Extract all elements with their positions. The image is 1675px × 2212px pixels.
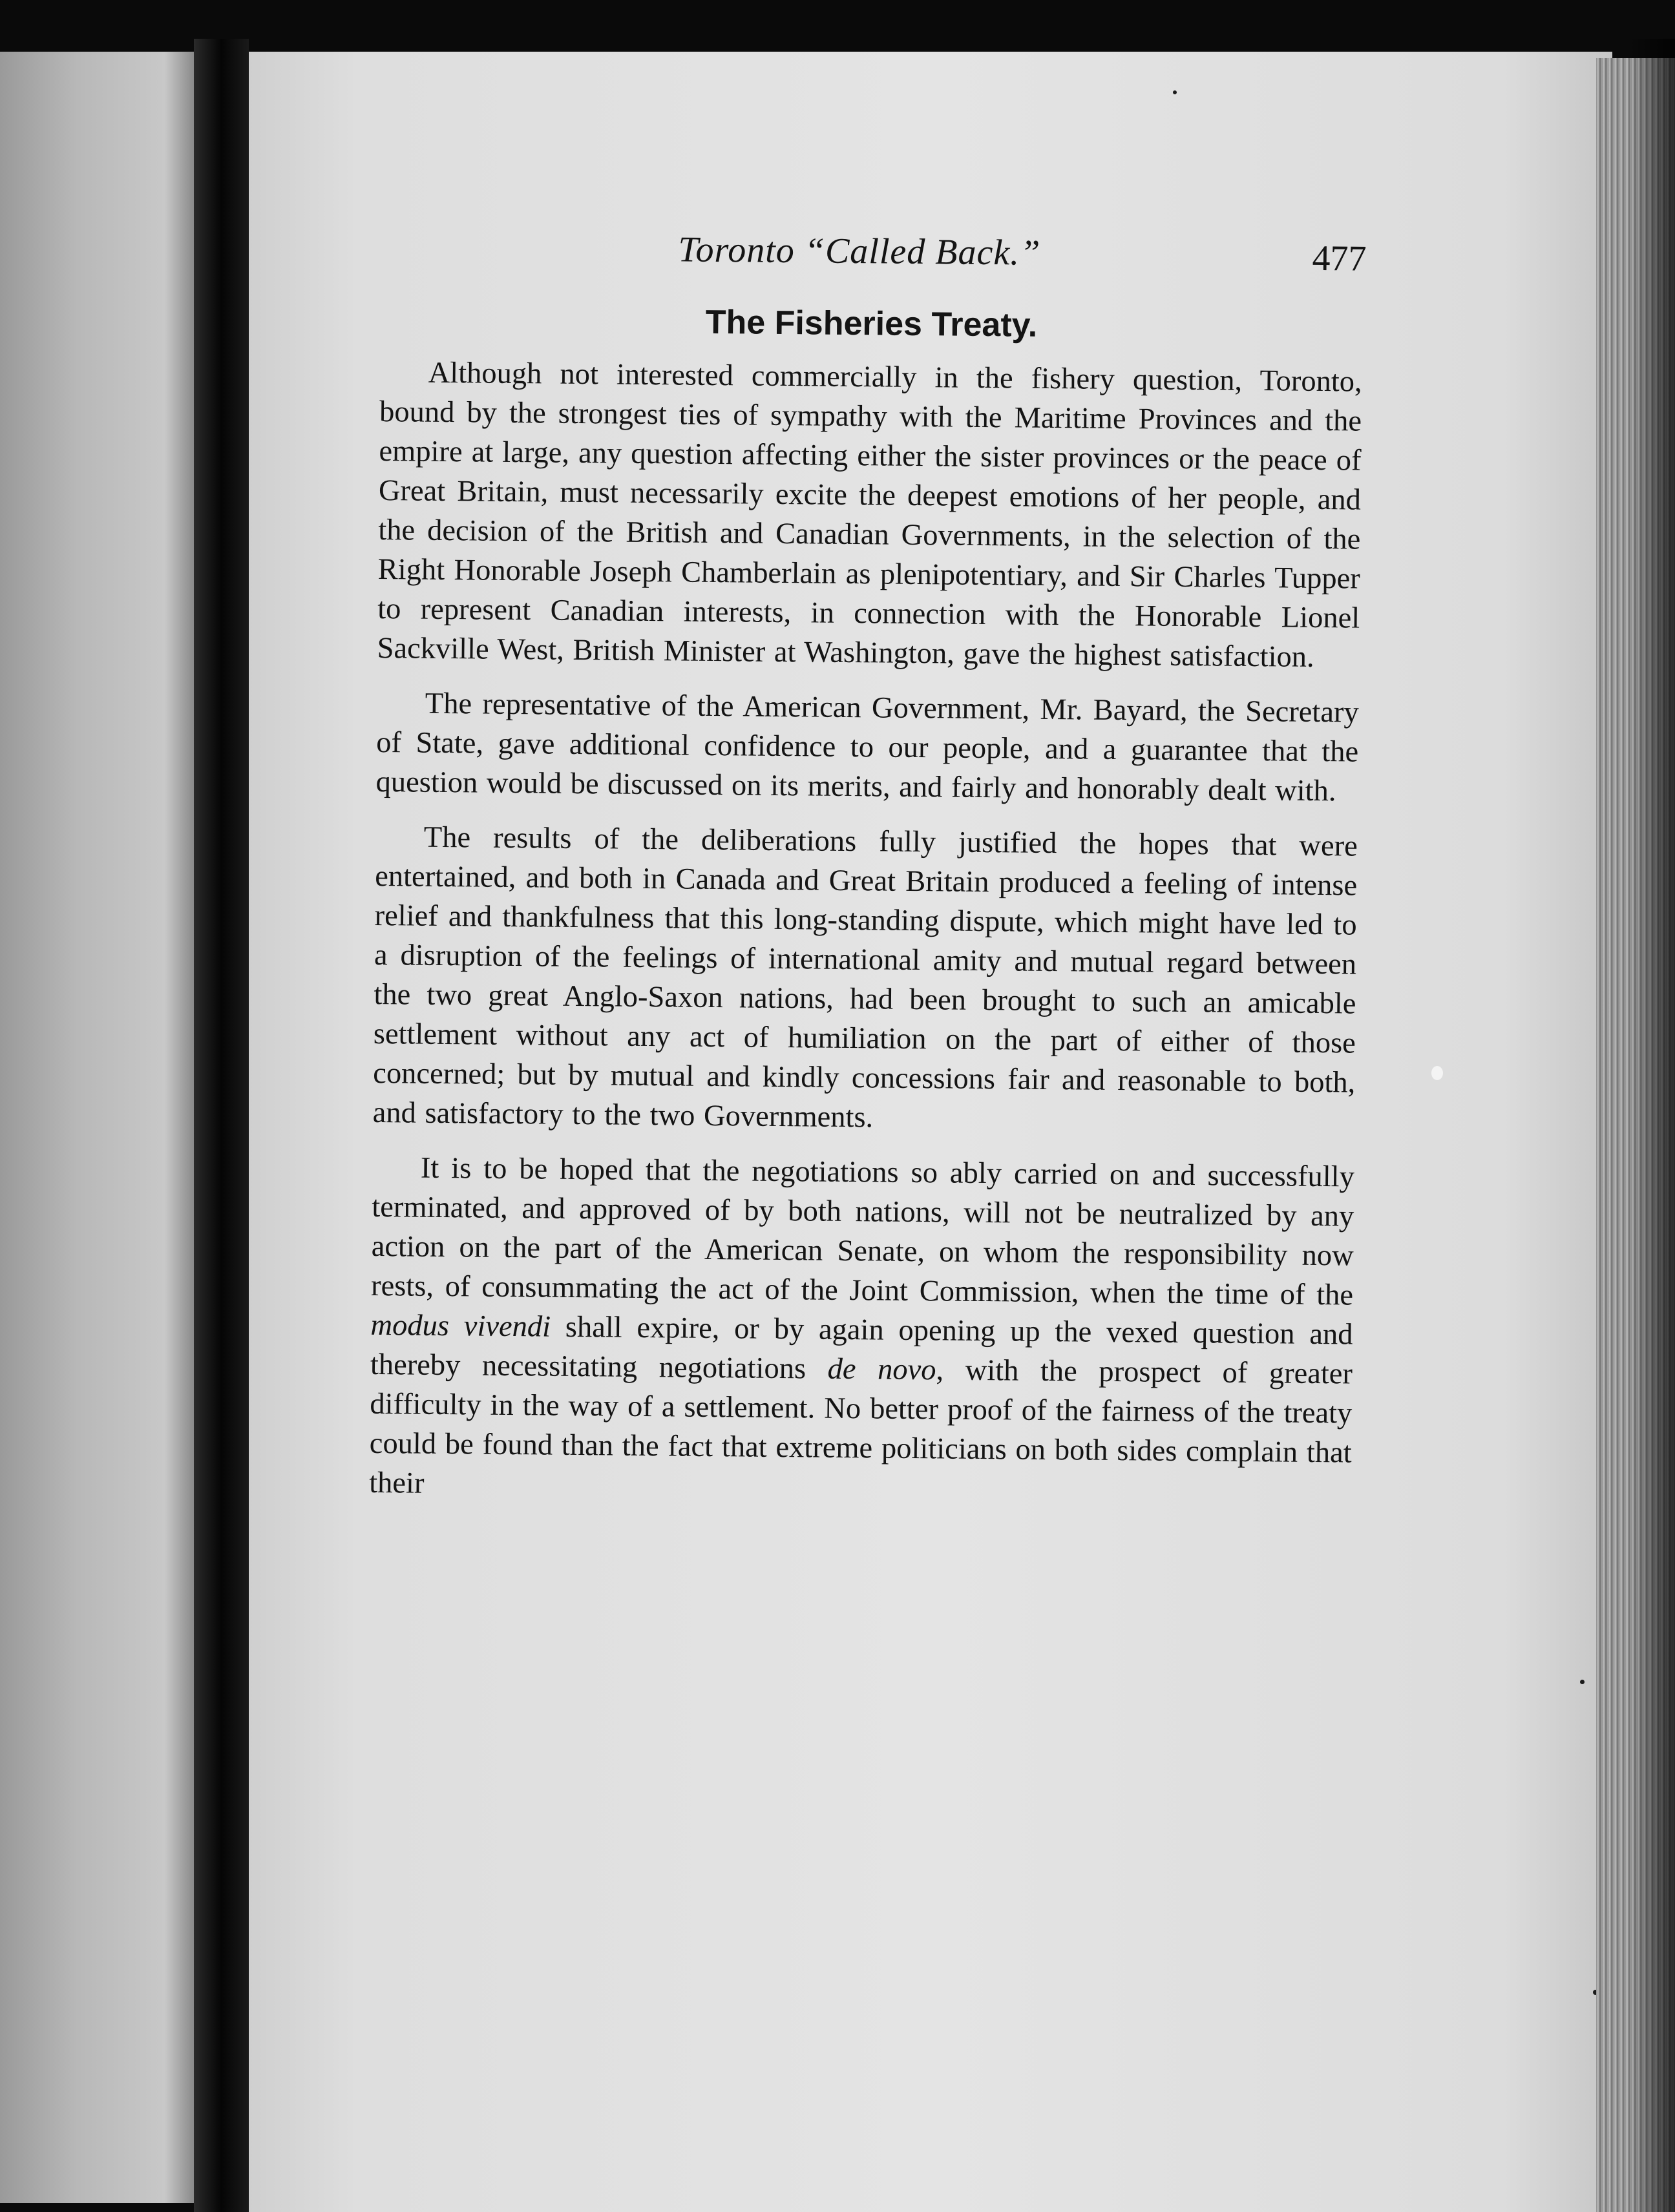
paper-speck bbox=[1431, 1066, 1443, 1080]
running-title-quote: “Called Back.” bbox=[804, 231, 1041, 273]
paragraph-4-italic-denovo: de novo bbox=[827, 1352, 936, 1387]
paragraph-4-text-b: shall expire, or by again opening up the vexed question and thereby necessitating negotiations bbox=[370, 1310, 1353, 1386]
paragraph-4-text-a: It is to be hoped that the negotiations so ably carried on and successfully terminated, and approved of by both nations, will not be neutralized by any action on the part of the American Senate, on whom the responsibility now rests, of consummating the act of the Joint Commission, when the time of the bbox=[370, 1151, 1355, 1312]
paper-speck bbox=[1580, 1680, 1585, 1684]
paragraph-4-text-c: , with the prospect of greater difficulty in the way of a settlement. No better proof of the fairness of the treaty could be found than the fact that extreme politicians on both sides complain that their bbox=[368, 1353, 1353, 1500]
running-title bbox=[678, 229, 1040, 273]
edge-shadow bbox=[1628, 39, 1675, 2212]
paragraph-1: Although not interested commercially in the fishery question, Toronto, bound by the strongest ties of sympathy with the Maritime Provinces and the empire at large, any question affecting either the sister provinces or the peace of Great Britain, must necessarily excite the deepest emotions of her people, and the decision of the British and Canadian Governments, in the selection of the Right Honorable Joseph Chamberlain as plenipotentiary, and Sir Charles Tupper to represent Canadian interests, in connection with the Honorable Lionel Sackville West, British Minister at Washington, gave the highest satisfaction. bbox=[377, 356, 1362, 674]
paper-speck bbox=[1173, 90, 1177, 94]
page-number: 477 bbox=[1312, 238, 1367, 279]
paragraph-4-italic-modus: modus vivendi bbox=[370, 1308, 551, 1344]
page-text bbox=[368, 220, 1367, 1527]
book-gutter bbox=[194, 39, 249, 2212]
running-title-main: Toronto bbox=[678, 229, 805, 271]
paragraph-3: The results of the deliberations fully justified the hopes that were entertained, and both in Canada and Great Britain produced a feeling of intense relief and thankfulness that this long-standing dispute, which might have led to a disruption of the feelings of international amity and mutual regard between the two great Anglo-Saxon nations, had been brought to such an amicable settlement without any act of humiliation on the part of either of those concerned; but by mutual and kindly concessions fair and reasonable to both, and satisfactory to the two Governments. bbox=[372, 820, 1358, 1134]
paragraph-2: The representative of the American Government, Mr. Bayard, the Secretary of State, gave additional confidence to our people, and a guarantee that the question would be discussed on its merits, and fairly and honorably dealt with. bbox=[375, 687, 1359, 808]
section-heading: The Fisheries Treaty. bbox=[705, 303, 1038, 344]
running-head bbox=[381, 220, 1367, 307]
facing-page-edge bbox=[0, 52, 194, 2203]
paragraph-4 bbox=[369, 1148, 1354, 1512]
